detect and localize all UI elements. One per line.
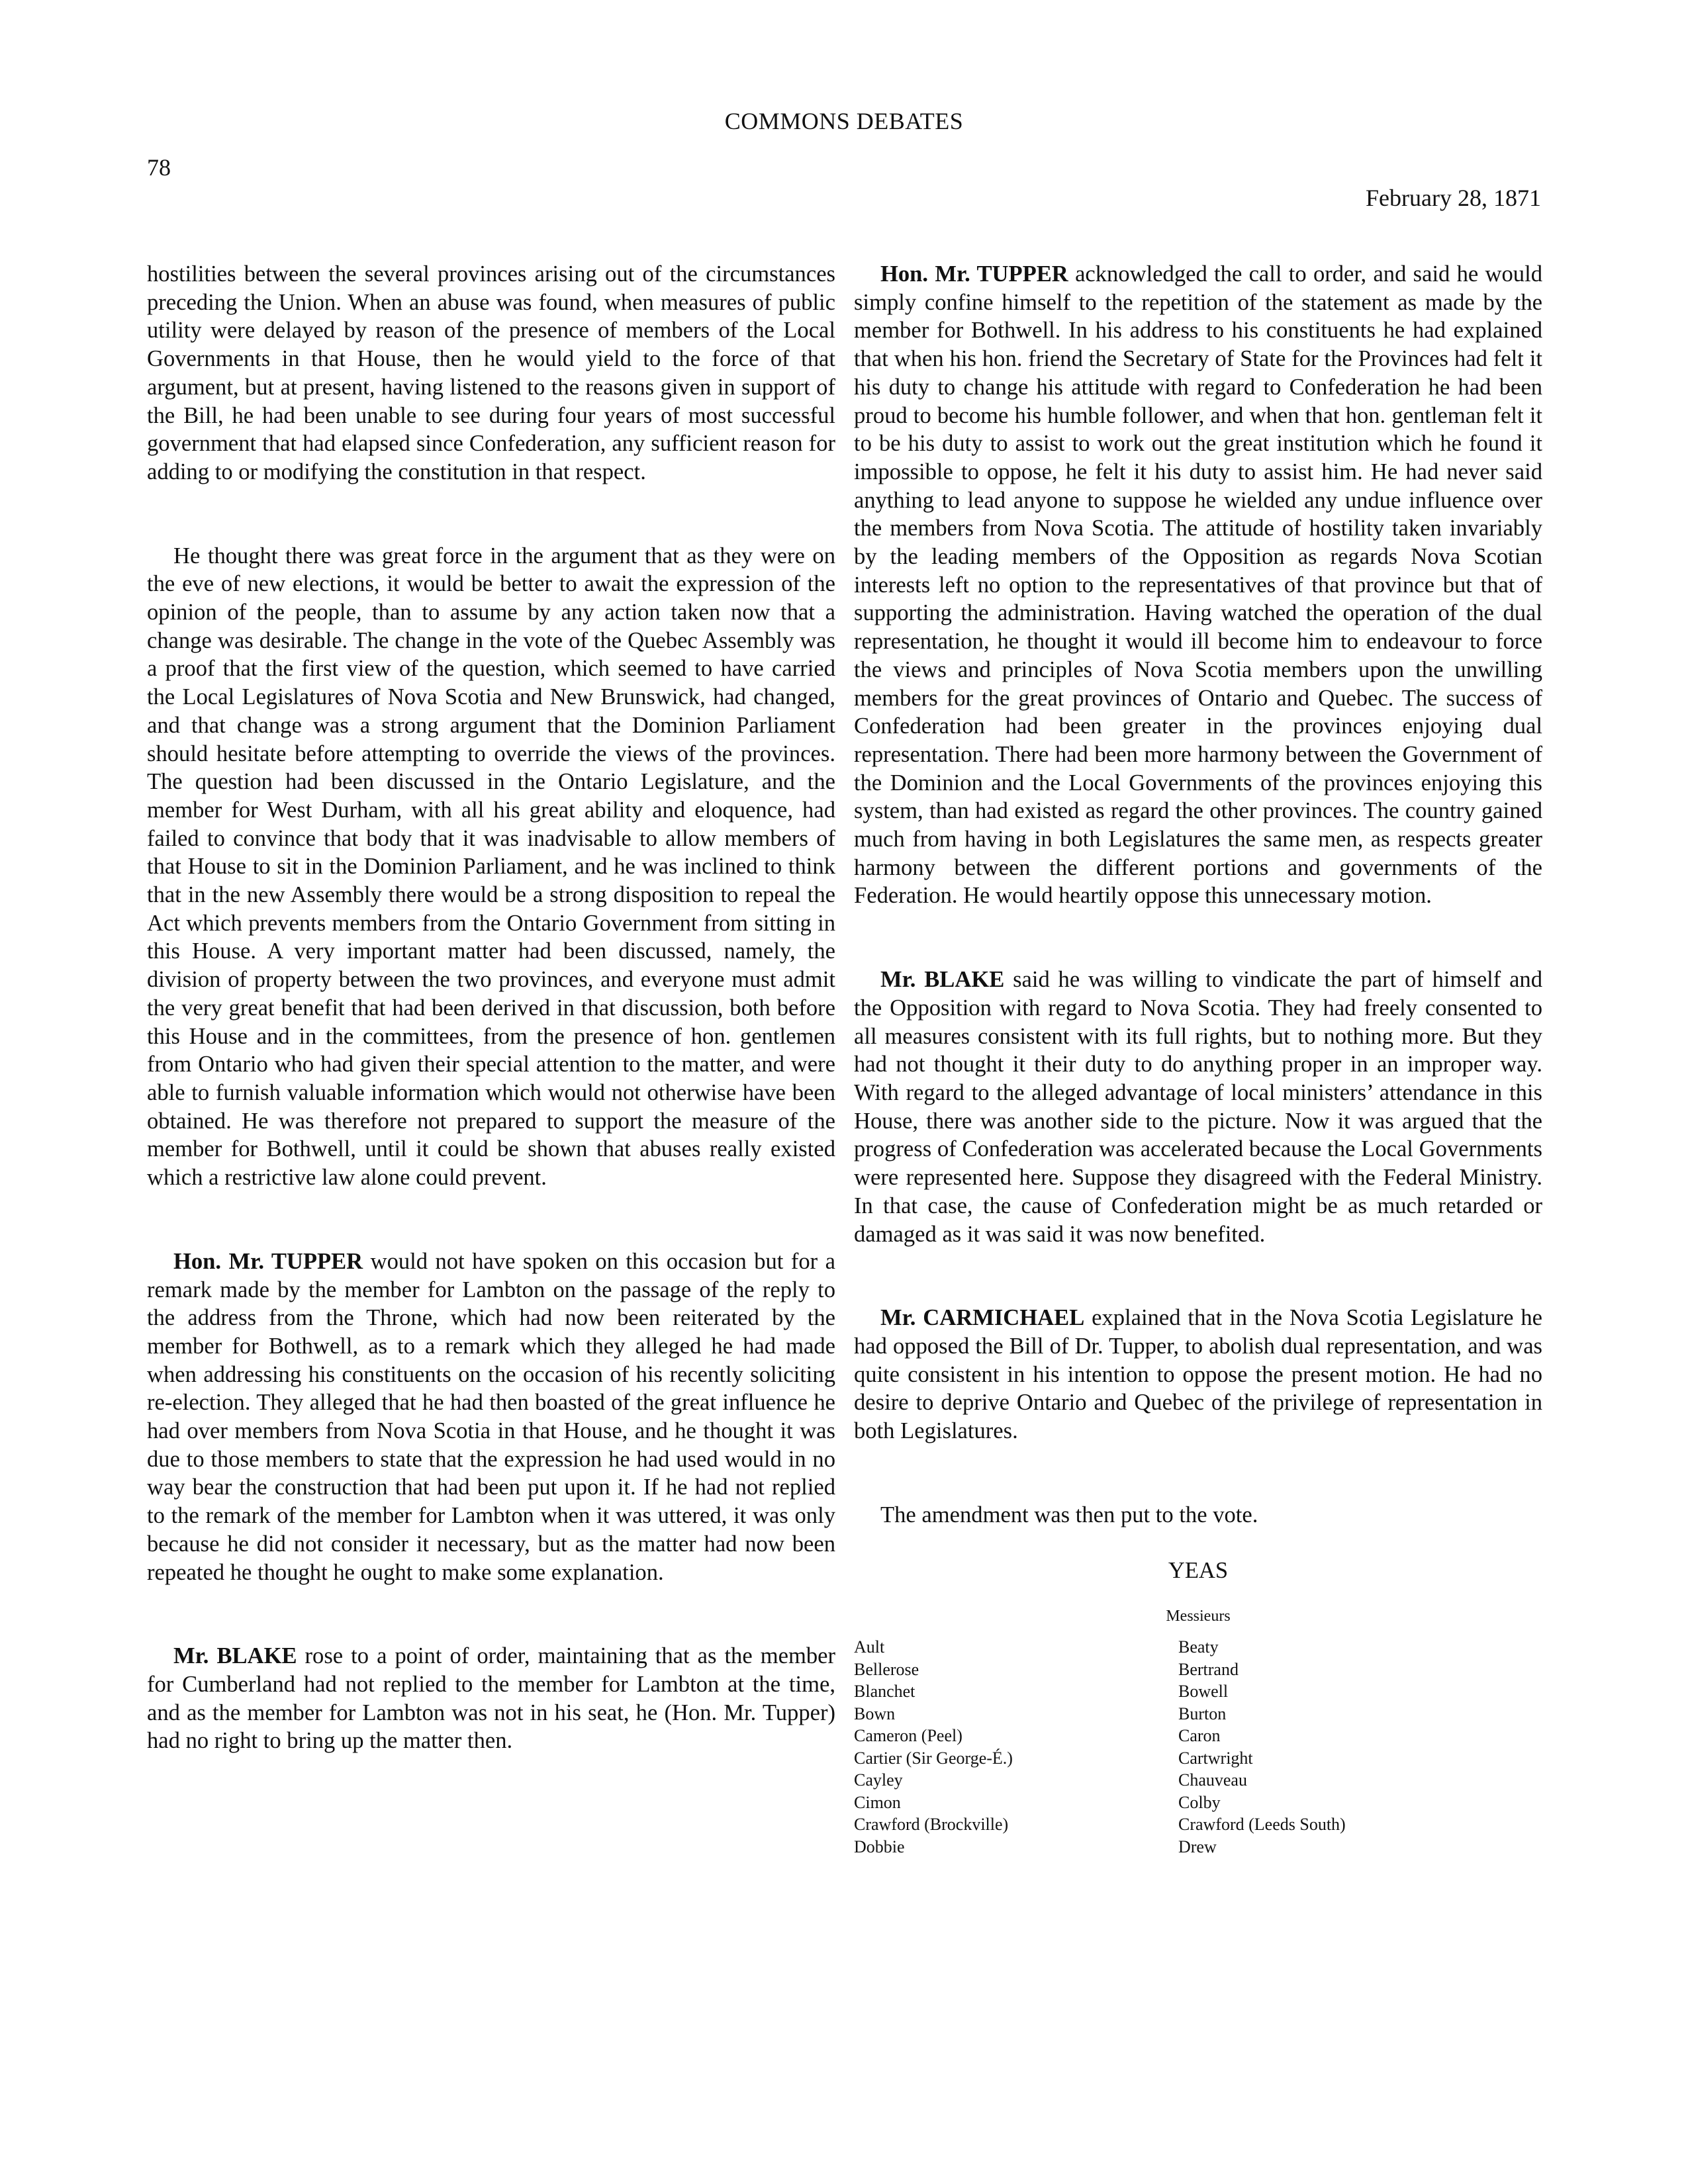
member-name: Caron (1178, 1726, 1221, 1746)
paragraph (854, 1304, 1542, 1445)
member-name: Cartwright (1178, 1748, 1253, 1768)
speech-text: rose to a point of order, maintaining that as the member for Cumberland had not replied to the member for Lambton at the time, and as the member for Lambton was not in his seat, he (Hon. Mr. Tupper) had no right to bring up the matter then. (147, 1643, 836, 1754)
member-name: Cartier (Sir George-É.) (854, 1748, 1013, 1768)
right-column (854, 260, 1542, 1858)
member-name: Cameron (Peel) (854, 1726, 962, 1746)
member-name: Blanchet (854, 1682, 915, 1702)
paragraph (854, 260, 1542, 910)
left-column (147, 260, 835, 1811)
member-name: Crawford (Leeds South) (1178, 1815, 1346, 1835)
paragraph (854, 966, 1542, 1248)
paragraph: hostilities between the several provinces arising out of the circumstances preceding the Union. When an abuse was found, when measures of public utility were delayed by reason of the presence of members of the Local Governments in that House, then he would yield to the force of that argument, but at present, having listened to the reasons given in support of the Bill, he had been unable to see during four years of most successful government that had elapsed since Confederation, any sufficient reason for adding to or modifying the constitution in that respect. (147, 261, 835, 484)
paragraph: He thought there was great force in the argument that as they were on the eve of new elections, it would be better to await the expression of the opinion of the people, than to assume by any action taken now that a change was desirable. The change in the vote of the Quebec Assembly was a proof that the first view of the question, which seemed to have carried the Local Legislatures of Nova Scotia and New Brunswick, had changed, and that change was a strong argument that the Dominion Parliament should hesitate before attempting to override the views of the provinces. The question had been discussed in the Ontario Legislature, and the member for West Durham, with all his great ability and eloquence, had failed to convince that body that it was inadvisable to allow members of that House to sit in the Dominion Parliament, and he was inclined to think that in the new Assembly there would be a strong disposition to repeal the Act which prevents members from the Ontario Government from sitting in this House. A very important matter had been discussed, namely, the division of property between the two provinces, and everyone must admit the very great benefit that had been derived in that discussion, both before this House and in the committees, from the presence of hon. gentlemen from Ontario who had given their special attention to the matter, and were able to furnish valuable information which would not otherwise have been obtained. He was therefore not prepared to support the measure of the member for Bothwell, until it could be shown that abuses really existed which a restrictive law alone could prevent. (147, 543, 835, 1191)
member-name: Bertrand (1178, 1659, 1239, 1679)
vote-names-left (854, 1636, 1178, 1858)
paragraph (147, 1642, 835, 1755)
member-name: Cayley (854, 1770, 903, 1790)
speaker-name: Mr. BLAKE (880, 967, 1005, 993)
speech-text: explained that in the Nova Scotia Legislature he had opposed the Bill of Dr. Tupper, to abolish dual representation, and was quite consistent in his intention to oppose the present motion. He had no desire to deprive Ontario and Quebec of the privilege of representation in both Legislatures. (854, 1305, 1542, 1444)
speech-text: would not have spoken on this occasion but for a remark made by the member for Lambton on the passage of the reply to the address from the Throne, which had now been reiterated by the member for Bothwell, as to a remark which they alleged he had made when addressing his constituents on the occasion of his recently soliciting re-election. They alleged that he had then boasted of the great influence he had over members from Nova Scotia in that House, and he thought it was due to those members to state that the expression he had used would in no way bear the construction that had been put upon it. If he had not replied to the remark of the member for Lambton when it was uttered, it was only because he did not consider it necessary, but as the matter had now been repeated he thought he ought to make some explanation. (147, 1248, 836, 1585)
vote-names-right (1178, 1636, 1476, 1858)
member-name: Bowell (1178, 1682, 1229, 1702)
member-name: Bellerose (854, 1659, 919, 1679)
paragraph: The amendment was then put to the vote. (880, 1502, 1258, 1527)
speaker-name: Hon. Mr. TUPPER (880, 261, 1068, 287)
member-name: Burton (1178, 1704, 1227, 1723)
running-title: COMMONS DEBATES (724, 108, 964, 134)
paragraph (147, 1248, 835, 1586)
vote-names (854, 1636, 1476, 1858)
member-name: Dobbie (854, 1837, 905, 1856)
member-name: Chauveau (1178, 1770, 1247, 1790)
member-name: Crawford (Brockville) (854, 1815, 1009, 1835)
member-name: Beaty (1178, 1637, 1219, 1657)
member-name: Bown (854, 1704, 896, 1723)
speaker-name: Mr. BLAKE (173, 1643, 297, 1669)
member-name: Ault (854, 1637, 885, 1657)
speech-text: said he was willing to vindicate the part of himself and the Opposition with regard to Nova Scotia. They had freely consented to all measures consistent with its full rights, but to nothing more. But they had not thought it their duty to do anything proper in an improper way. With regard to the alleged advantage of local ministers’ attendance in this House, there was another side to the picture. Now it was argued that the progress of Confederation was accelerated because the Local Governments were represented here. Suppose they disagreed with the Federal Ministry. In that case, the cause of Confederation might be as much retarded or damaged as it was said it was now benefited. (854, 967, 1542, 1247)
speaker-name: Mr. CARMICHAEL (880, 1305, 1085, 1331)
member-name: Drew (1178, 1837, 1217, 1856)
page-number: 78 (147, 154, 171, 181)
member-name: Colby (1178, 1792, 1221, 1812)
member-name: Cimon (854, 1792, 901, 1812)
speech-text: acknowledged the call to order, and said he would simply confine himself to the repetition of the statement as made by the member for Bothwell. In his address to his constituents he had explained that when his hon. friend the Secretary of State for the Provinces had felt it his duty to change his attitude with regard to Confederation he had been proud to become his humble follower, and when that hon. gentleman felt it to be his duty to assist to work out the great institution which he found it impossible to oppose, he felt it his duty to assist him. He had never said anything to lead anyone to suppose he wielded any undue influence over the members from Nova Scotia. The attitude of hostility taken invariably by the leading members of the Opposition as regards Nova Scotian interests left no option to the representatives of that province but that of supporting the administration. Having watched the operation of the dual representation, he thought it would ill become him to endeavour to force the views and principles of Nova Scotia members upon the unwilling members for the great provinces of Ontario and Quebec. The success of Confederation had been greater in the provinces enjoying dual representation. There had been more harmony between the Government of the Dominion and the Local Governments of the provinces enjoying this system, than had existed as regard the other provinces. The country gained much from having in both Legislatures the same men, as respects greater harmony between the different portions and governments of the Federation. He would heartily oppose this unnecessary motion. (854, 261, 1542, 909)
vote-heading: YEAS (1168, 1558, 1229, 1584)
page-date: February 28, 1871 (1366, 185, 1541, 211)
vote-subheading: Messieurs (1166, 1608, 1231, 1625)
speaker-name: Hon. Mr. TUPPER (173, 1248, 363, 1274)
